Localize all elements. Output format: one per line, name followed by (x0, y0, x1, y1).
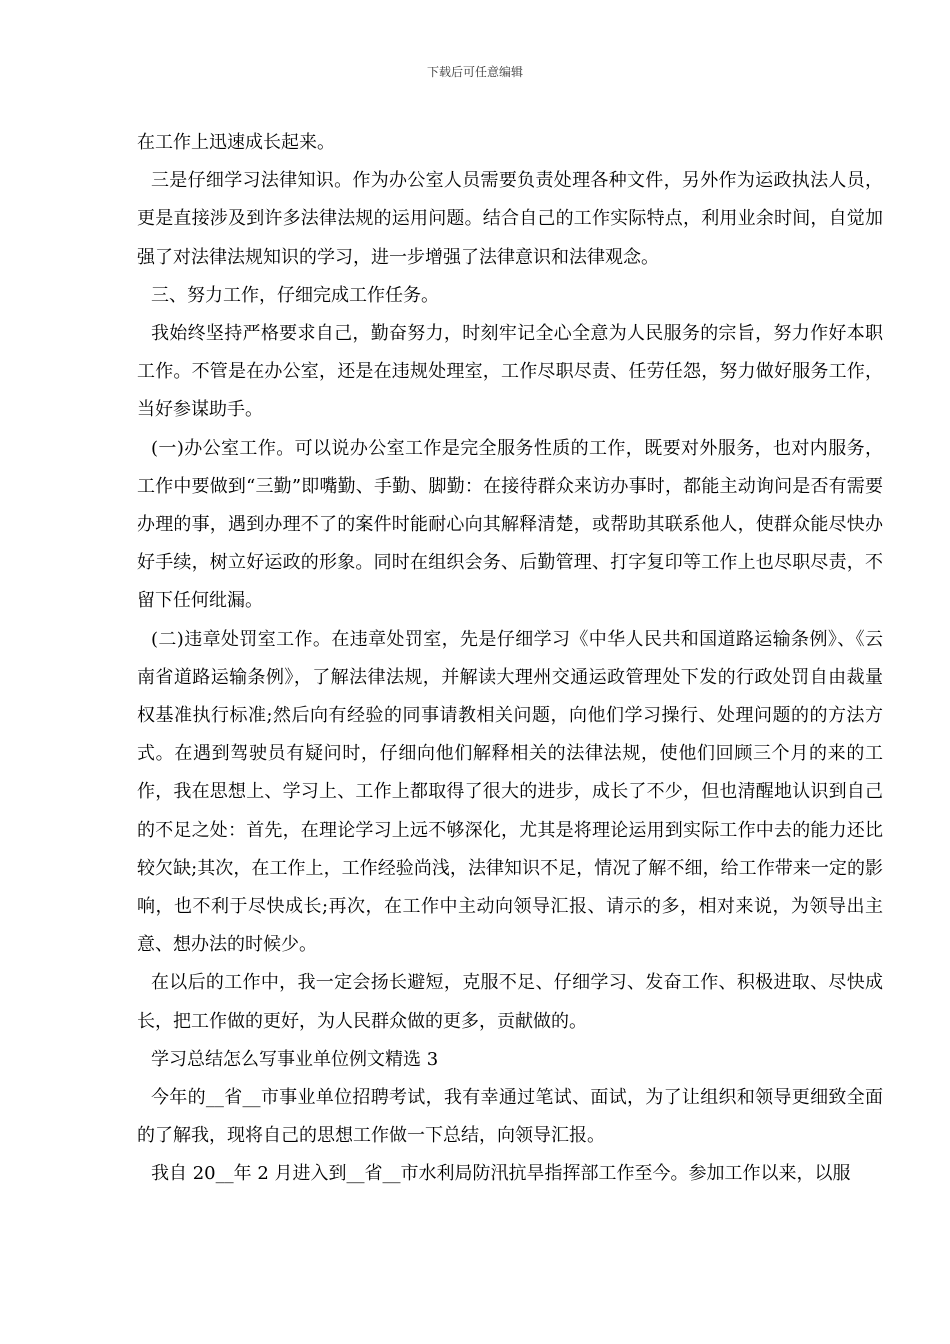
paragraph-4: 我始终坚持严格要求自己，勤奋努力，时刻牢记全心全意为人民服务的宗旨，努力作好本职工作。不管是在办公室，还是在违规处理室，工作尽职尽责、任劳任怨，努力做好服务工作，当好参谋助手。 (137, 323, 883, 421)
paragraph-9: 今年的__省__市事业单位招聘考试，我有幸通过笔试、面试，为了让组织和领导更细致全面的了解我，现将自己的思想工作做一下总结，向领导汇报。 (137, 1087, 883, 1147)
paragraph-7: 在以后的工作中，我一定会扬长避短，克服不足、仔细学习、发奋工作、积极进取、尽快成长，把工作做的更好，为人民群众做的更多，贡献做的。 (137, 972, 883, 1032)
paragraph-1: 在工作上迅速成长起来。 (137, 132, 335, 153)
paragraph-2: 三是仔细学习法律知识。作为办公室人员需要负责处理各种文件，另外作为运政执法人员，更是直接涉及到许多法律法规的运用问题。结合自己的工作实际特点，利用业余时间，自觉加强了对法律法规知识的学习，进一步增强了法律意识和法律观念。 (137, 170, 883, 268)
paragraph-5: (一)办公室工作。可以说办公室工作是完全服务性质的工作，既要对外服务，也对内服务，工作中要做到“三勤”即嘴勤、手勤、脚勤：在接待群众来访办事时，都能主动询问是否有需要办理的事，遇到办理不了的案件时能耐心向其解释清楚，或帮助其联系他人，使群众能尽快办好手续，树立好运政的形象。同时在组织会务、后勤管理、打字复印等工作上也尽职尽责，不留下任何纰漏。 (137, 437, 883, 612)
page-header: 下载后可任意编辑 (426, 65, 523, 79)
paragraph-10: 我自 20__年 2 月进入到__省__市水利局防汛抗旱指挥部工作至今。参加工作以来，以服 (151, 1163, 851, 1185)
document-body (137, 124, 883, 1194)
article-title: 学习总结怎么写事业单位例文精选 3 (151, 1048, 439, 1070)
section-heading-3: 三、努力工作，仔细完成工作任务。 (151, 284, 439, 306)
paragraph-6: (二)违章处罚室工作。在违章处罚室，先是仔细学习《中华人民共和国道路运输条例》、《云南省道路运输条例》，了解法律法规，并解读大理州交通运政管理处下发的行政处罚自由裁量权基准执行标准;然后向有经验的同事请教相关问题，向他们学习操行、处理问题的的方法方式。在遇到驾驶员有疑问时，仔细向他们解释相关的法律法规，使他们回顾三个月的来的工作，我在思想上、学习上、工作上都取得了很大的进步，成长了不少，但也清醒地认识到自己的不足之处：首先，在理论学习上远不够深化，尤其是将理论运用到实际工作中去的能力还比较欠缺;其次，在工作上，工作经验尚浅，法律知识不足，情况了解不细，给工作带来一定的影响，也不利于尽快成长;再次，在工作中主动向领导汇报、请示的多，相对来说，为领导出主意、想办法的时候少。 (137, 628, 883, 956)
